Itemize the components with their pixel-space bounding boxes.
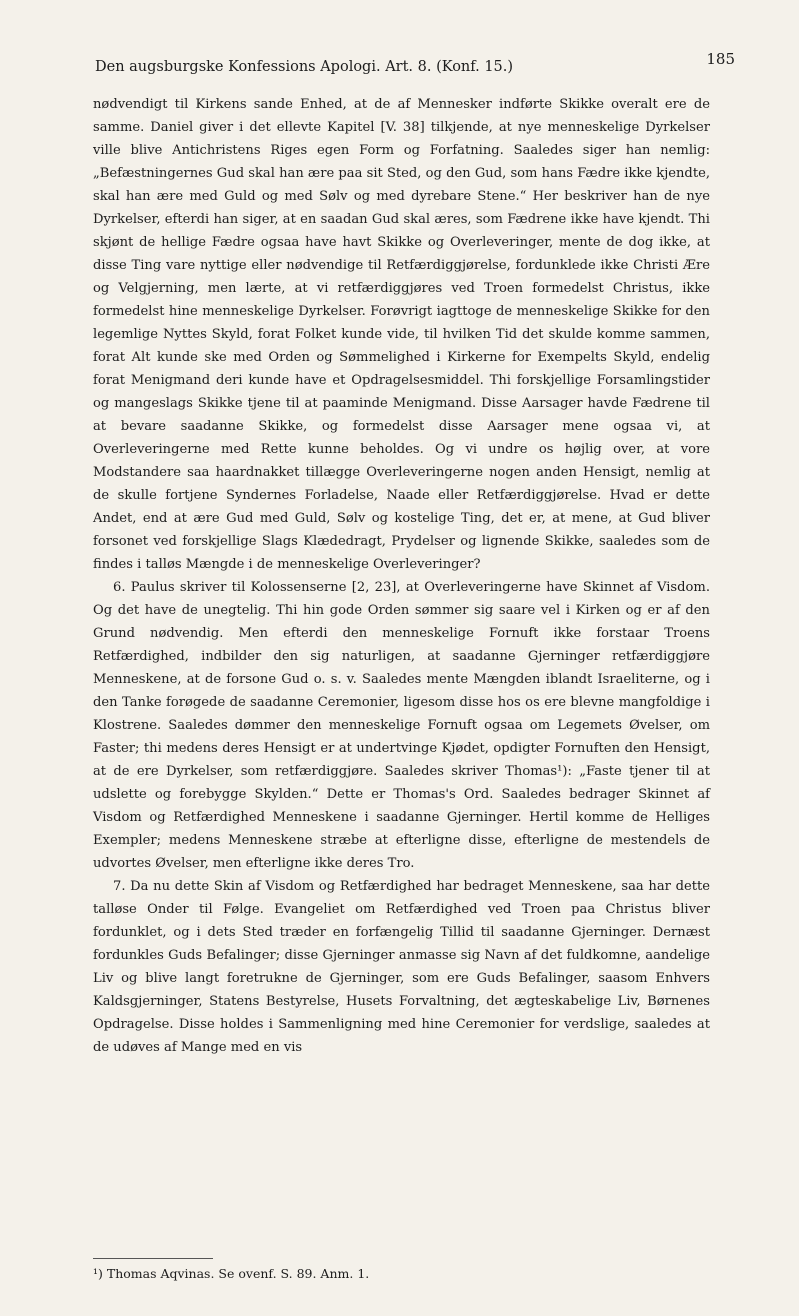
footnote: ¹) Thomas Aqvinas. Se ovenf. S. 89. Anm. 1.: [93, 1266, 370, 1281]
paragraph: 7. Da nu dette Skin af Visdom og Retfærdighed har bedraget Menneskene, saa har dette talløse Onder til Følge. Evangeliet om Retfærdighed ved Troen paa Christus bliver fordunklet, og i dets Sted træder en forfængelig Tillid til saadanne Gjerninger. Dernæst fordunkles Guds Befalinger; disse Gjerninger anmasse sig Navn af det fuldkomne, aandelige Liv og blive langt foretrukne de Gjerninger, som ere Guds Befalinger, saasom Enhvers Kaldsgjerninger, Statens Bestyrelse, Husets Forvaltning, det ægteskabelige Liv, Børnenes Opdragelse. Disse holdes i Sammenligning med hine Ceremonier for verdslige, saaledes at de udøves af Mange med en vis: [93, 879, 710, 1055]
body-text: [93, 93, 710, 1059]
paragraph: nødvendigt til Kirkens sande Enhed, at de af Mennesker indførte Skikke overalt ere de samme. Daniel giver i det ellevte Kapitel [V. 38] tilkjende, at nye menneskelige Dyrkelser ville blive Antichristens Riges egen Form og Forfatning. Saaledes siger han nemlig: „Befæstningernes Gud skal han ære paa sit Sted, og den Gud, som hans Fædre ikke kjendte, skal han ære med Guld og med Sølv og med dyrebare Stene.“ Her beskriver han de nye Dyrkelser, efterdi han siger, at en saadan Gud skal æres, som Fædrene ikke have kjendt. Thi skjønt de hellige Fædre ogsaa have havt Skikke og Overleveringer, mente de dog ikke, at disse Ting vare nyttige eller nødvendige til Retfærdiggjørelse, fordunklede ikke Christi Ære og Velgjerning, men lærte, at vi retfærdiggjøres ved Troen formedelst Christus, ikke formedelst hine menneskelige Dyrkelser. Forøvrigt iagttoge de menneskelige Skikke for den legemlige Nyttes Skyld, forat Folket kunde vide, til hvilken Tid det skulde komme sammen, forat Alt kunde ske med Orden og Sømmelighed i Kirkerne for Exempelts Skyld, endelig forat Menigmand deri kunde have et Opdragelsesmiddel. Thi forskjellige Forsamlingstider og mangeslags Skikke tjene til at paaminde Menigmand. Disse Aarsager havde Fædrene til at bevare saadanne Skikke, og formedelst disse Aarsager mene ogsaa vi, at Overleveringerne med Rette kunne beholdes. Og vi undre os højlig over, at vore Modstandere saa haardnakket tillægge Overleveringerne nogen anden Hensigt, nemlig at de skulle fortjene Syndernes Forladelse, Naade eller Retfærdiggjørelse. Hvad er dette Andet, end at ære Gud med Guld, Sølv og kostelige Ting, det er, at mene, at Gud bliver forsonet ved forskjellige Slags Klædedragt, Prydelser og lignende Skikke, saaledes som de findes i talløs Mængde i de menneskelige Overleveringer?: [93, 97, 710, 572]
running-title: Den augsburgske Konfessions Apologi. Art. 8. (Konf. 15.): [95, 59, 514, 75]
page-number: 185: [706, 50, 735, 68]
page-header: [95, 52, 735, 82]
paragraph: 6. Paulus skriver til Kolossenserne [2, 23], at Overleveringerne have Skinnet af Visdom. Og det have de unegtelig. Thi hin gode Orden sømmer sig saare vel i Kirken og er af den Grund nødvendig. Men efterdi den menneskelige Fornuft ikke forstaar Troens Retfærdighed, indbilder den sig naturligen, at saadanne Gjerninger retfærdiggjøre Menneskene, at de forsone Gud o. s. v. Saaledes mente Mængden iblandt Israeliterne, og i den Tanke forøgede de saadanne Ceremonier, ligesom disse hos os ere blevne mangfoldige i Klostrene. Saaledes dømmer den menneskelige Fornuft ogsaa om Legemets Øvelser, om Faster; thi medens deres Hensigt er at undertvinge Kjødet, opdigter Fornuften den Hensigt, at de ere Dyrkelser, som retfærdiggjøre. Saaledes skriver Thomas¹): „Faste tjener til at udslette og forebygge Skylden.“ Dette er Thomas's Ord. Saaledes bedrager Skinnet af Visdom og Retfærdighed Menneskene i saadanne Gjerninger. Hertil komme de Helliges Exempler; medens Menneskene stræbe at efterligne disse, efterligne de mestendels de udvortes Øvelser, men efterligne ikke deres Tro.: [93, 580, 710, 871]
footnote-divider: [93, 1258, 213, 1259]
